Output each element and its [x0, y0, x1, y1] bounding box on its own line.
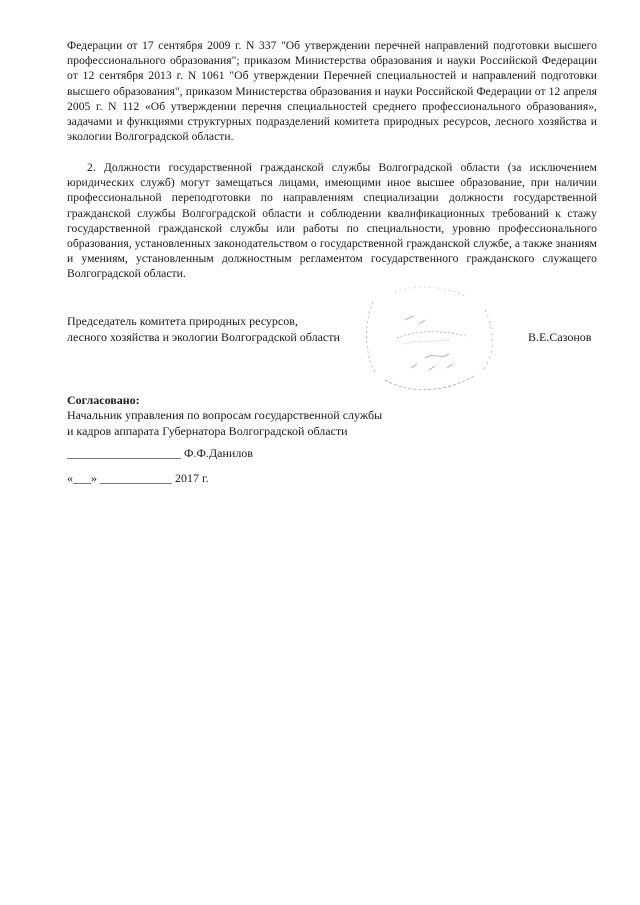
signatory-title-line-2: лесного хозяйства и экологии Волгоградской области: [67, 329, 340, 344]
signatory-title: [67, 314, 340, 345]
signatory-name: В.Е.Сазонов: [528, 329, 592, 344]
approval-role: [67, 408, 382, 439]
approval-role-line-2: и кадров аппарата Губернатора Волгоградской области: [67, 423, 348, 438]
body-paragraph-1: Федерации от 17 сентября 2009 г. N 337 "Об утверждении перечней направлений подготовки высшего профессионального образования"; приказом Министерства образования и науки Российской Федерации от 12 сентября 2013 г. N 1061 "Об утверждении Перечней специальностей и направлений подготовки высшего образования", приказом Министерства образования и науки Российской Федерации от 12 апреля 2005 г. N 112 «Об утверждении перечня специальностей среднего профессионального образования», задачами и функциями структурных подразделений комитета природных ресурсов, лесного хозяйства и экологии Волгоградской области.: [67, 39, 597, 144]
body-paragraph-2: 2. Должности государственной гражданской службы Волгоградской области (за исключением юридических служб) могут замещаться лицами, имеющими иное высшее образование, при наличии профессиональной переподготовки по направлениям специализации должности государственной гражданской службы Волгоградской области и соблюдении квалификационных требований к стажу государственной гражданской службы или работы по специальности, уровню профессионального образования, установленных законодательством о государственной гражданской службе, а также знаниям и умениям, установленным должностным регламентом государственного гражданского служащего Волгоградской области.: [67, 161, 597, 281]
official-stamp-mark: [355, 280, 505, 400]
approval-date-line: «___» ____________ 2017 г.: [67, 471, 209, 485]
approval-signature-line: ___________________ Ф.Ф.Данилов: [67, 446, 253, 460]
approval-heading: Согласовано:: [67, 393, 140, 407]
approval-role-line-1: Начальник управления по вопросам государственной службы: [67, 408, 383, 422]
signatory-title-line-1: Председатель комитета природных ресурсов,: [67, 314, 298, 328]
